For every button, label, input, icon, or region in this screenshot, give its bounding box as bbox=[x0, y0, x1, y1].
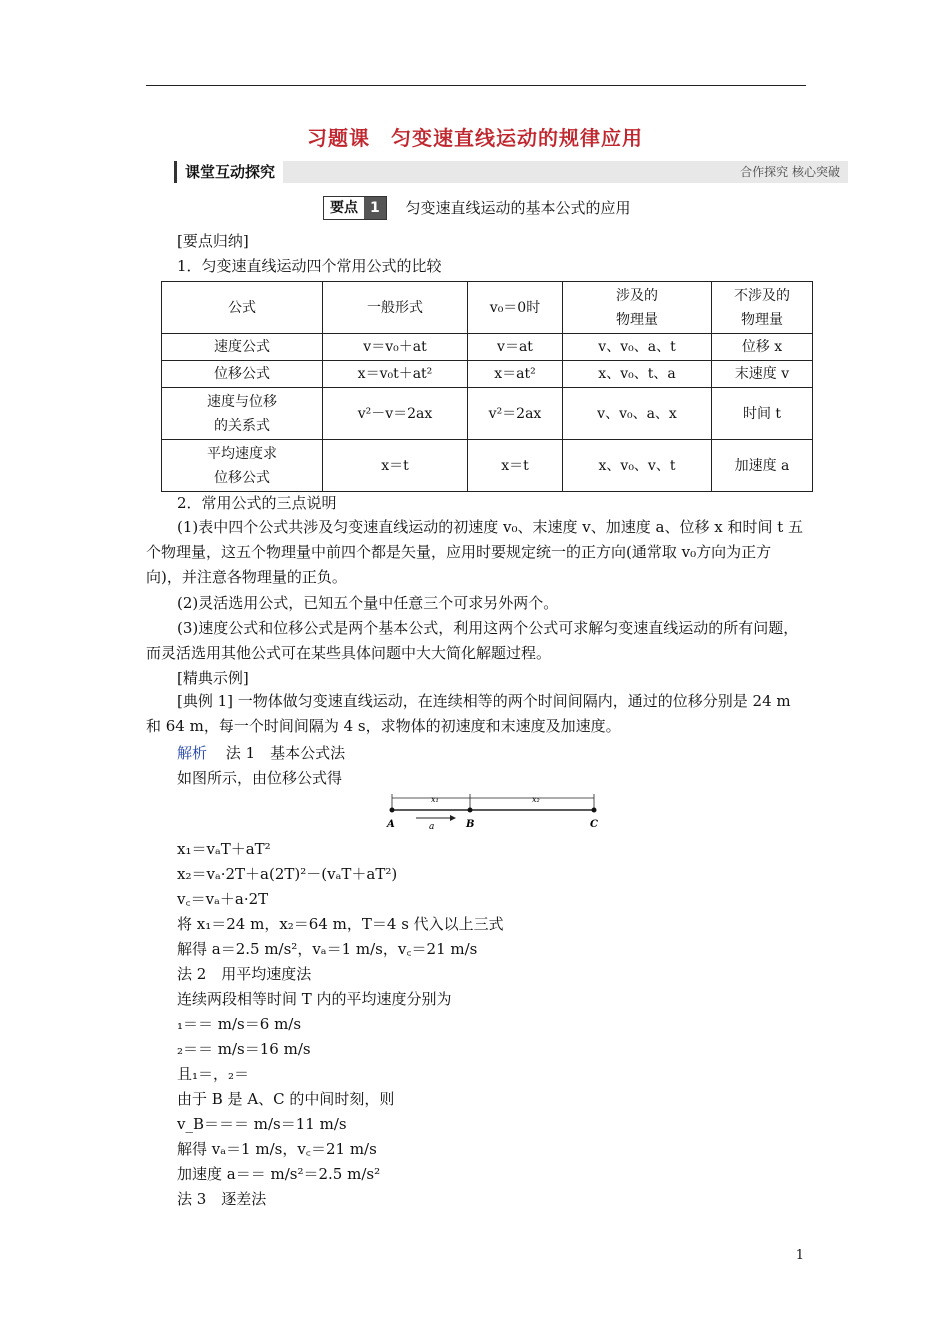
table-cell: 末速度 v bbox=[712, 361, 813, 388]
section-title: 课堂互动探究 bbox=[174, 161, 283, 183]
section-header bbox=[174, 161, 848, 183]
motion-figure bbox=[386, 792, 606, 832]
label-B: B bbox=[466, 819, 475, 830]
table-cell: 时间 t bbox=[712, 388, 813, 440]
solution-line: 将 x₁＝24 m，x₂＝64 m，T＝4 s 代入以上三式 bbox=[177, 915, 504, 933]
table-cell: 平均速度求 位移公式 bbox=[162, 440, 323, 492]
solution-line: x₂＝vₐ·2T＋a(2T)²－(vₐT＋aT²) bbox=[177, 865, 398, 883]
table-cell: x＝at² bbox=[468, 361, 563, 388]
note-1: (1)表中四个公式共涉及匀变速直线运动的初速度 v₀、末速度 v、加速度 a、位移 x 和时间 t 五个物理量，这五个物理量中前四个都是矢量，应用时要规定统一的正方向(通常取 v₀方向为正方向)，并注意各物理量的正负。 bbox=[146, 518, 804, 586]
table-cell: 位移 x bbox=[712, 334, 813, 361]
table-row bbox=[162, 361, 813, 388]
point-c bbox=[592, 808, 597, 813]
method-1: 法 1 基本公式法 bbox=[225, 744, 346, 762]
example-label: [精典示例] bbox=[177, 669, 249, 687]
table-row bbox=[162, 334, 813, 361]
top-rule bbox=[146, 85, 806, 86]
solution-line: 解得 a＝2.5 m/s²，vₐ＝1 m/s，v꜀＝21 m/s bbox=[177, 940, 478, 958]
table-cell: v＝at bbox=[468, 334, 563, 361]
solution-line: v_B＝＝＝ m/s＝11 m/s bbox=[177, 1115, 347, 1133]
summary-label: [要点归纳] bbox=[177, 232, 249, 250]
table-header: v₀＝0时 bbox=[468, 282, 563, 334]
table-header-row bbox=[162, 282, 813, 334]
label-C: C bbox=[590, 819, 598, 830]
page-title: 习题课 匀变速直线运动的规律应用 bbox=[307, 126, 643, 150]
solution-line: 法 3 逐差法 bbox=[177, 1190, 267, 1208]
solution-line: 加速度 a＝＝ m/s²＝2.5 m/s² bbox=[177, 1165, 381, 1183]
table-row bbox=[162, 388, 813, 440]
table-header: 不涉及的 物理量 bbox=[712, 282, 813, 334]
solution-line: x₁＝vₐT＋aT² bbox=[177, 840, 271, 858]
table-header: 涉及的 物理量 bbox=[563, 282, 712, 334]
table-cell: x＝v₀t＋at² bbox=[323, 361, 468, 388]
table-cell: v＝v₀＋at bbox=[323, 334, 468, 361]
item-1: 1．匀变速直线运动四个常用公式的比较 bbox=[177, 257, 442, 275]
table-cell: 速度与位移 的关系式 bbox=[162, 388, 323, 440]
table-cell: v、v₀、a、x bbox=[563, 388, 712, 440]
label-a: a bbox=[429, 822, 435, 832]
note-2: (2)灵活选用公式，已知五个量中任意三个可求另外两个。 bbox=[177, 594, 559, 612]
page-number: 1 bbox=[795, 1248, 804, 1263]
table-cell: v、v₀、a、t bbox=[563, 334, 712, 361]
table-cell: x、v₀、t、a bbox=[563, 361, 712, 388]
table-cell: v²＝2ax bbox=[468, 388, 563, 440]
table-cell: 位移公式 bbox=[162, 361, 323, 388]
note-3: (3)速度公式和位移公式是两个基本公式，利用这两个公式可求解匀变速直线运动的所有问题，而灵活选用其他公式可在某些具体问题中大大简化解题过程。 bbox=[146, 619, 799, 662]
table-cell: v²－v＝2ax bbox=[323, 388, 468, 440]
solution-heading bbox=[177, 742, 345, 763]
item-2: 2．常用公式的三点说明 bbox=[177, 494, 337, 512]
section-subtitle: 合作探究 核心突破 bbox=[740, 165, 840, 179]
solution-line: 连续两段相等时间 T 内的平均速度分别为 bbox=[177, 990, 452, 1008]
table-cell: x＝t bbox=[323, 440, 468, 492]
label-x1: x₁ bbox=[431, 795, 439, 804]
keypoint-header bbox=[323, 196, 631, 218]
solution-line: 解得 vₐ＝1 m/s，v꜀＝21 m/s bbox=[177, 1140, 377, 1158]
keypoint-text: 匀变速直线运动的基本公式的应用 bbox=[405, 199, 631, 217]
keypoint-label: 要点 bbox=[330, 200, 358, 216]
table-cell: 速度公式 bbox=[162, 334, 323, 361]
label-x2: x₂ bbox=[532, 795, 540, 804]
table-cell: 加速度 a bbox=[712, 440, 813, 492]
table-header: 公式 bbox=[162, 282, 323, 334]
table-header: 一般形式 bbox=[323, 282, 468, 334]
keypoint-badge bbox=[323, 196, 387, 220]
keypoint-number: 1 bbox=[364, 197, 386, 219]
point-a bbox=[390, 808, 395, 813]
solution-line: 由于 B 是 A、C 的中间时刻，则 bbox=[177, 1090, 395, 1108]
solution-line: 且₁＝，₂＝ bbox=[177, 1065, 250, 1083]
point-b bbox=[468, 808, 473, 813]
as-shown: 如图所示，由位移公式得 bbox=[177, 769, 343, 787]
accel-arrowhead bbox=[450, 815, 456, 821]
solution-line: v꜀＝vₐ＋a·2T bbox=[177, 890, 269, 908]
analysis-label: 解析 bbox=[177, 744, 208, 762]
table-cell: x＝t bbox=[468, 440, 563, 492]
formula-table bbox=[161, 281, 813, 492]
solution-line: 法 2 用平均速度法 bbox=[177, 965, 312, 983]
example-text: [典例 1] 一物体做匀变速直线运动，在连续相等的两个时间间隔内，通过的位移分别是 24 m 和 64 m，每一个时间间隔为 4 s，求物体的初速度和末速度及加速度。 bbox=[146, 692, 791, 735]
solution-line: ₂＝＝ m/s＝16 m/s bbox=[177, 1040, 311, 1058]
solution-line: ₁＝＝ m/s＝6 m/s bbox=[177, 1015, 302, 1033]
table-cell: x、v₀、v、t bbox=[563, 440, 712, 492]
table-row bbox=[162, 440, 813, 492]
label-A: A bbox=[387, 819, 395, 830]
